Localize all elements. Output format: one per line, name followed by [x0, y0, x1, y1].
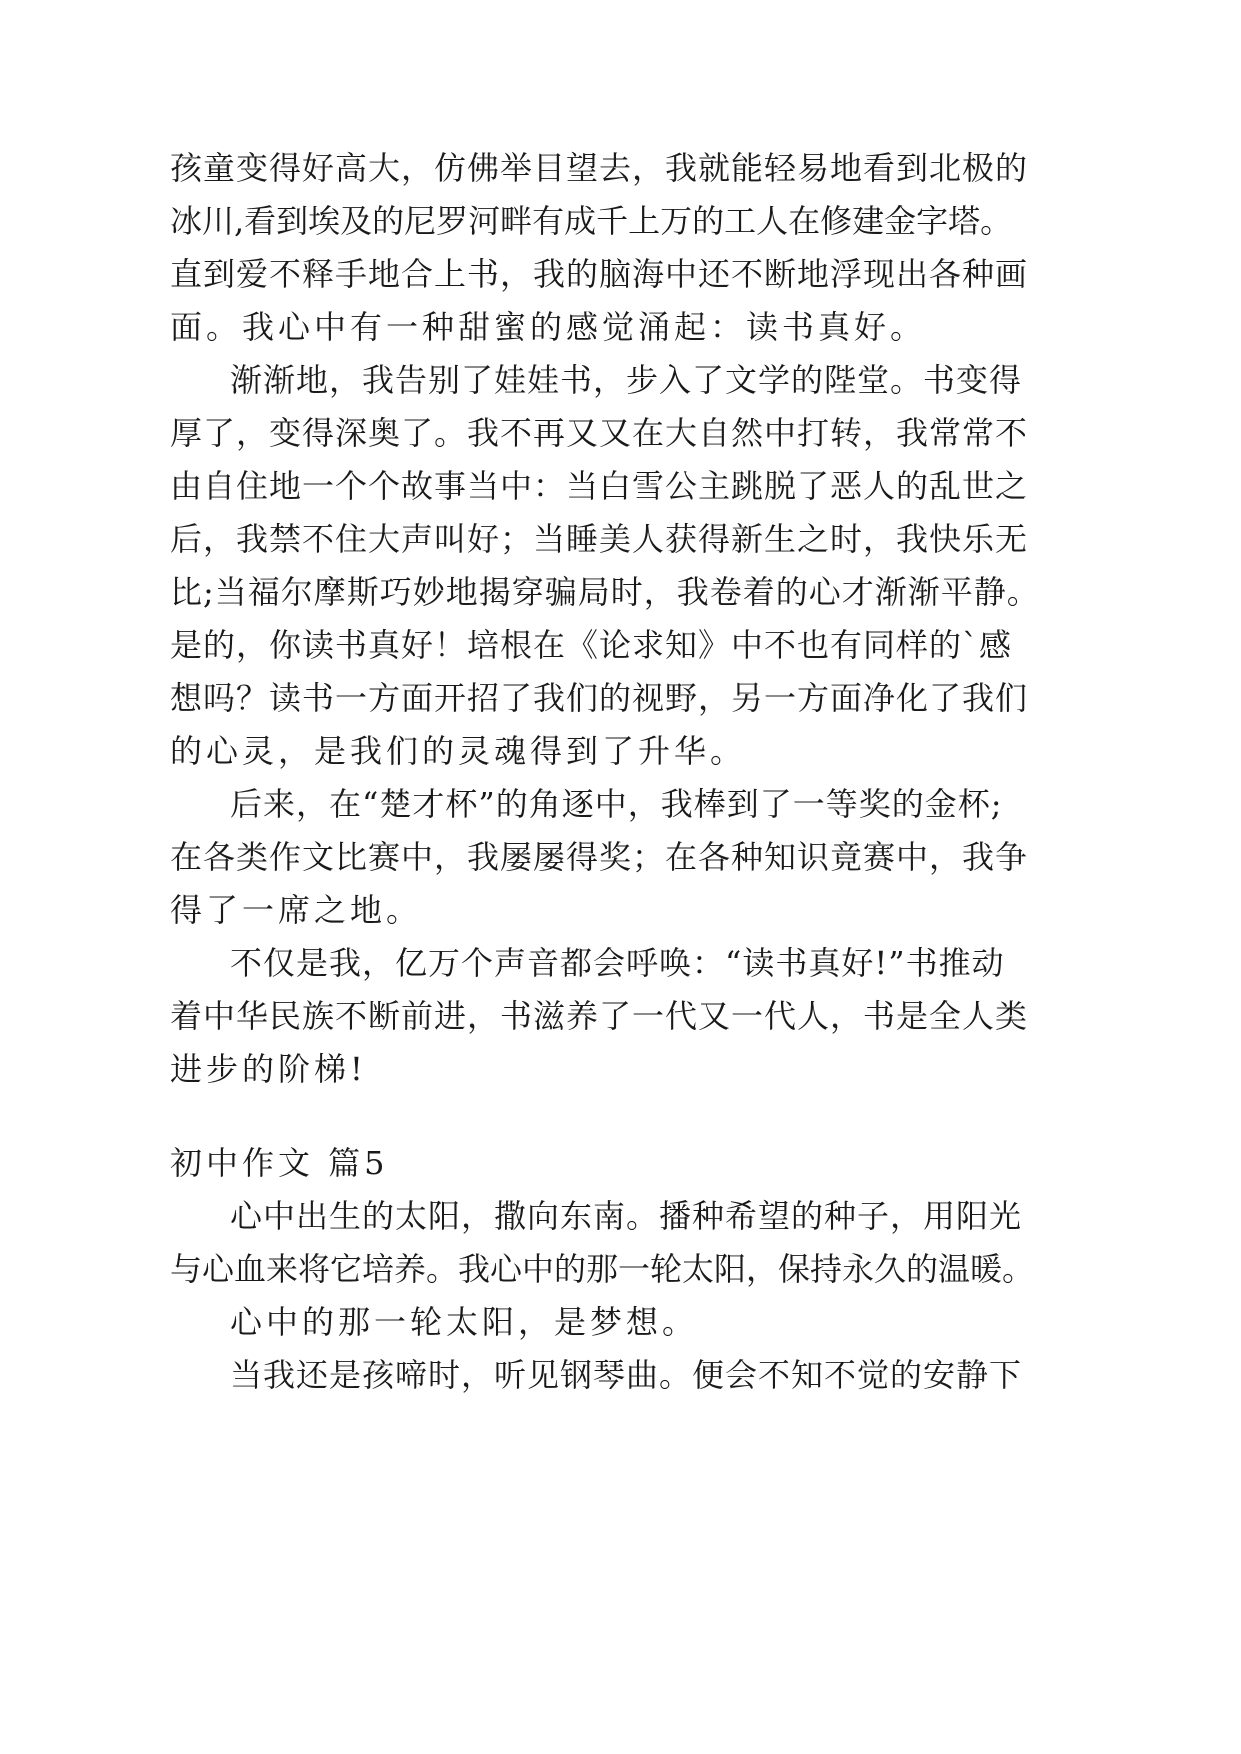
paragraph-5-line-1: 心中出生的太阳，撒向东南。播种希望的种子，用阳光 [230, 1197, 1023, 1235]
paragraph-7-line-1: 当我还是孩啼时，听见钢琴曲。便会不知不觉的安静下 [230, 1356, 1023, 1394]
paragraph-1-line-4: 面。我心中有一种甜蜜的感觉涌起：读书真好。 [170, 308, 927, 346]
paragraph-4-line-3: 进步的阶梯! [170, 1050, 367, 1088]
paragraph-1-line-1: 孩童变得好高大，仿佛举目望去，我就能轻易地看到北极的 [170, 149, 1029, 187]
paragraph-2-line-1: 渐渐地，我告别了娃娃书，步入了文学的陛堂。书变得 [230, 361, 1023, 399]
paragraph-6-line-1: 心中的那一轮太阳，是梦想。 [230, 1303, 699, 1341]
paragraph-3-line-3: 得了一席之地。 [170, 891, 423, 929]
paragraph-4-line-2: 着中华民族不断前进，书滋养了一代又一代人，书是全人类 [170, 997, 1029, 1035]
paragraph-4-line-1: 不仅是我，亿万个声音都会呼唤：“读书真好!”书推动 [230, 944, 1005, 982]
paragraph-1-line-3: 直到爱不释手地合上书，我的脑海中还不断地浮现出各种画 [170, 255, 1029, 293]
paragraph-1-line-2: 冰川,看到埃及的尼罗河畔有成千上万的工人在修建金字塔。 [170, 202, 1013, 240]
paragraph-2-line-2: 厚了，变得深奥了。我不再又又在大自然中打转，我常常不 [170, 414, 1029, 452]
paragraph-2-line-5: 比;当福尔摩斯巧妙地揭穿骗局时，我卷着的心才渐渐平静。 [170, 573, 1040, 611]
paragraph-2-line-3: 由自住地一个个故事当中：当白雪公主跳脱了恶人的乱世之 [170, 467, 1029, 505]
paragraph-2-line-6: 是的，你读书真好！培根在《论求知》中不也有同样的`感 [170, 626, 1013, 664]
paragraph-3-line-2: 在各类作文比赛中，我屡屡得奖；在各种知识竟赛中，我争 [170, 838, 1029, 876]
section-heading: 初中作文 篇5 [170, 1144, 389, 1182]
paragraph-2-line-7: 想吗？读书一方面开招了我们的视野，另一方面净化了我们 [170, 679, 1029, 717]
paragraph-3-line-1: 后来，在“楚才杯”的角逐中，我棒到了一等奖的金杯; [230, 785, 1003, 823]
paragraph-2-line-4: 后，我禁不住大声叫好；当睡美人获得新生之时，我快乐无 [170, 520, 1029, 558]
paragraph-5-line-2: 与心血来将它培养。我心中的那一轮太阳，保持永久的温暖。 [170, 1250, 1035, 1288]
paragraph-2-line-8: 的心灵，是我们的灵魂得到了升华。 [170, 732, 747, 770]
